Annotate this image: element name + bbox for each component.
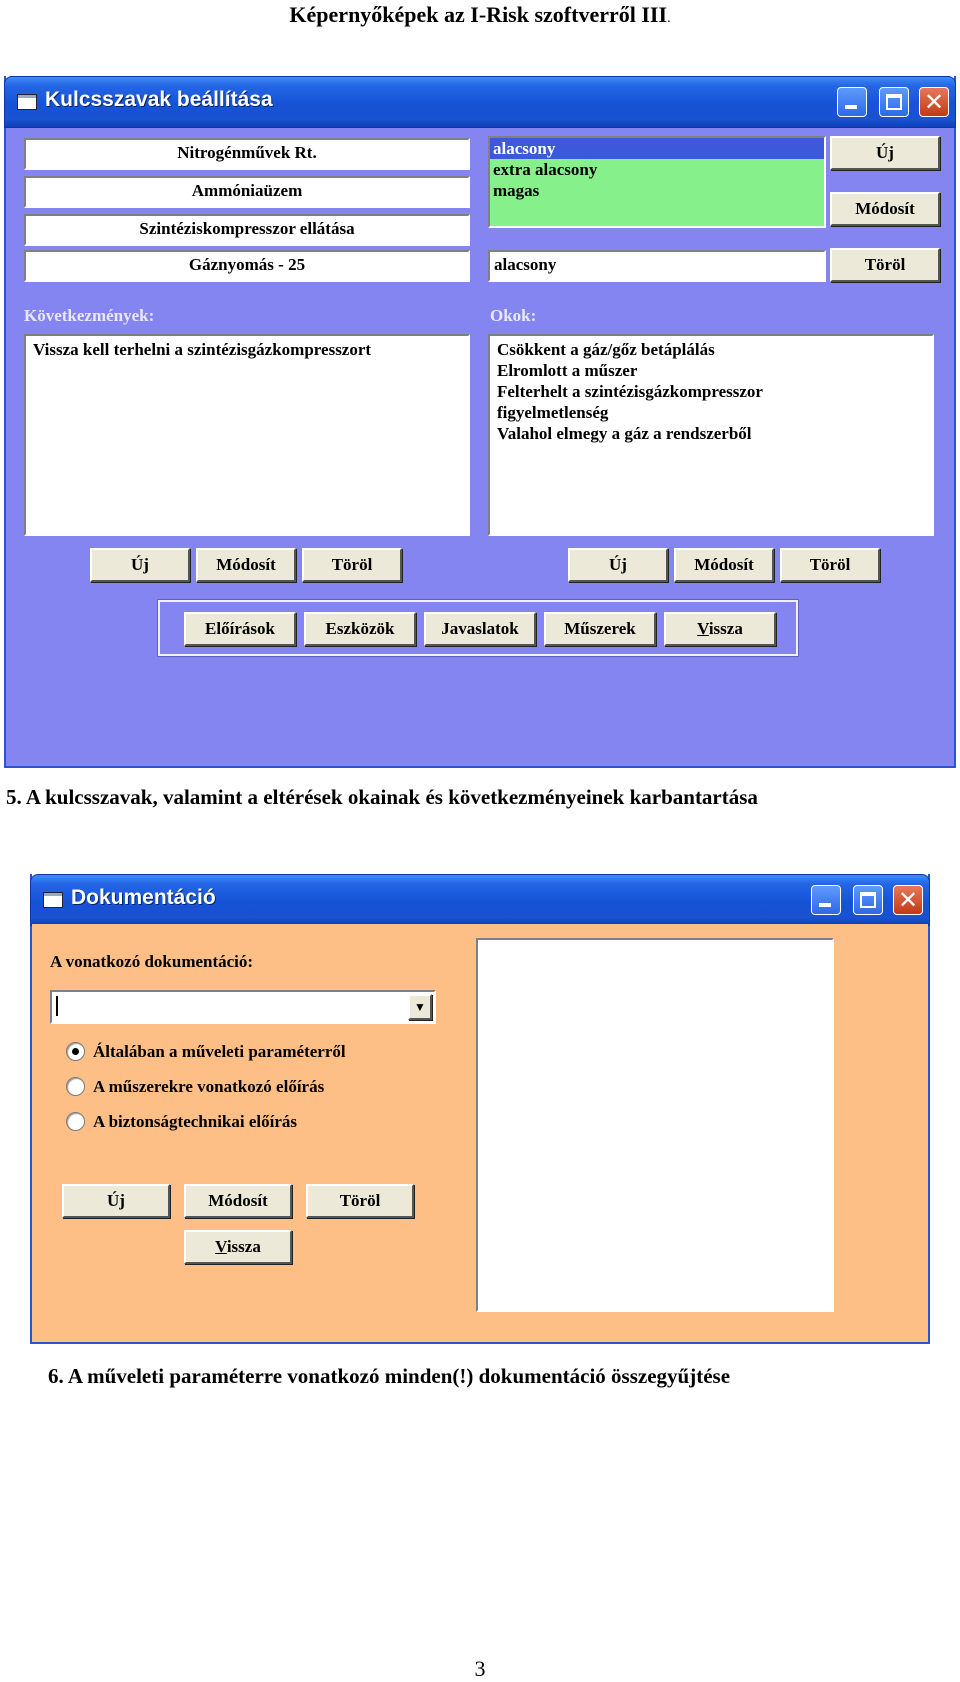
documentation-window-client [32, 924, 928, 1342]
maximize-icon [886, 94, 902, 110]
window-app-icon [17, 94, 37, 110]
causes-label: Okok: [490, 306, 537, 325]
consequence-modify-button[interactable]: Módosít [196, 548, 296, 582]
radio-button[interactable] [66, 1112, 85, 1131]
doc-modify-button[interactable]: Módosít [184, 1184, 292, 1218]
regulations-button[interactable]: Előírások [184, 612, 296, 646]
list-item[interactable]: Valahol elmegy a gáz a rendszerből [497, 424, 752, 443]
level-new-button[interactable]: Új [830, 136, 940, 170]
figure-5-caption: 5. A kulcsszavak, valamint a eltérések okainak és következményeinek karbantartása [6, 785, 758, 809]
document-preview-area[interactable] [476, 938, 834, 1312]
keywords-window-titlebar[interactable] [4, 76, 956, 128]
deviation-level-input[interactable]: alacsony [488, 250, 826, 282]
maximize-button[interactable] [853, 885, 883, 915]
tools-button[interactable]: Eszközök [304, 612, 416, 646]
combo-dropdown-button[interactable] [408, 994, 432, 1020]
close-button[interactable] [893, 885, 923, 915]
close-icon: ✕ [923, 88, 945, 116]
documentation-combo[interactable] [50, 990, 436, 1024]
minimize-icon [819, 903, 831, 907]
list-item[interactable]: alacsony [490, 138, 824, 159]
deviation-level-list[interactable] [488, 136, 826, 228]
back-button[interactable] [664, 612, 776, 646]
close-icon: ✕ [897, 886, 919, 914]
radio-label: A műszerekre vonatkozó előírás [93, 1077, 325, 1096]
back-accelerator: V [215, 1237, 227, 1256]
minimize-button[interactable] [837, 87, 867, 117]
figure-6-caption: 6. A műveleti paraméterre vonatkozó minden(!) dokumentáció összegyűjtése [48, 1364, 731, 1388]
close-button[interactable] [919, 87, 949, 117]
radio-button[interactable] [66, 1077, 85, 1096]
documentation-label: A vonatkozó dokumentáció: [50, 952, 254, 971]
parameter-field[interactable]: Gáznyomás - 25 [24, 250, 470, 282]
page-heading-text: Képernyőképek az I-Risk szoftverről III [289, 2, 668, 27]
doc-delete-button[interactable]: Töröl [306, 1184, 414, 1218]
list-item[interactable]: extra alacsony [493, 160, 598, 179]
list-item[interactable]: Csökkent a gáz/gőz betáplálás [497, 340, 715, 359]
documentation-window [30, 874, 930, 1344]
cause-new-button[interactable]: Új [568, 548, 668, 582]
maximize-icon [860, 892, 876, 908]
causes-list[interactable] [488, 334, 934, 536]
radio-button[interactable] [66, 1042, 85, 1061]
chevron-down-icon: ▼ [414, 1000, 426, 1014]
list-item[interactable]: Elromlott a műszer [497, 361, 638, 380]
combo-caret [56, 996, 58, 1016]
page-heading-dot: . [667, 11, 671, 26]
list-item[interactable]: figyelmetlenség [497, 403, 609, 422]
radio-general-parameter[interactable] [66, 1042, 346, 1063]
cause-modify-button[interactable]: Módosít [674, 548, 774, 582]
company-field[interactable]: Nitrogénművek Rt. [24, 138, 470, 170]
radio-safety-regulation[interactable] [66, 1112, 297, 1133]
level-modify-button[interactable]: Módosít [830, 192, 940, 226]
minimize-button[interactable] [811, 885, 841, 915]
back-label: issza [226, 1237, 261, 1256]
list-item[interactable]: Felterhelt a szintézisgázkompresszor [497, 382, 763, 401]
list-item[interactable]: magas [493, 181, 540, 200]
back-accelerator: V [697, 619, 709, 638]
instruments-button[interactable]: Műszerek [544, 612, 656, 646]
radio-label: A biztonságtechnikai előírás [93, 1112, 298, 1131]
documentation-window-title: Dokumentáció [71, 886, 216, 909]
minimize-icon [845, 105, 857, 109]
consequences-label: Következmények: [24, 306, 155, 325]
page-heading [0, 2, 960, 28]
radio-instrument-regulation[interactable] [66, 1077, 324, 1098]
back-label: issza [708, 619, 743, 638]
window-app-icon [43, 892, 63, 908]
doc-new-button[interactable]: Új [62, 1184, 170, 1218]
keywords-window-title: Kulcsszavak beállítása [45, 88, 273, 111]
doc-back-button[interactable] [184, 1230, 292, 1264]
keywords-window-client [6, 128, 954, 766]
radio-label: Általában a műveleti paraméterről [93, 1042, 346, 1061]
cause-delete-button[interactable]: Töröl [780, 548, 880, 582]
consequence-delete-button[interactable]: Töröl [302, 548, 402, 582]
list-item[interactable]: Vissza kell terhelni a szintézisgázkompresszort [33, 340, 372, 359]
maximize-button[interactable] [879, 87, 909, 117]
documentation-window-titlebar[interactable] [30, 874, 930, 926]
plant-field[interactable]: Ammóniaüzem [24, 176, 470, 208]
unit-field[interactable]: Szintéziskompresszor ellátása [24, 214, 470, 246]
suggestions-button[interactable]: Javaslatok [424, 612, 536, 646]
page-number: 3 [474, 1656, 486, 1681]
keywords-window [4, 76, 956, 768]
consequences-list[interactable] [24, 334, 470, 536]
consequence-new-button[interactable]: Új [90, 548, 190, 582]
level-delete-button[interactable]: Töröl [830, 248, 940, 282]
